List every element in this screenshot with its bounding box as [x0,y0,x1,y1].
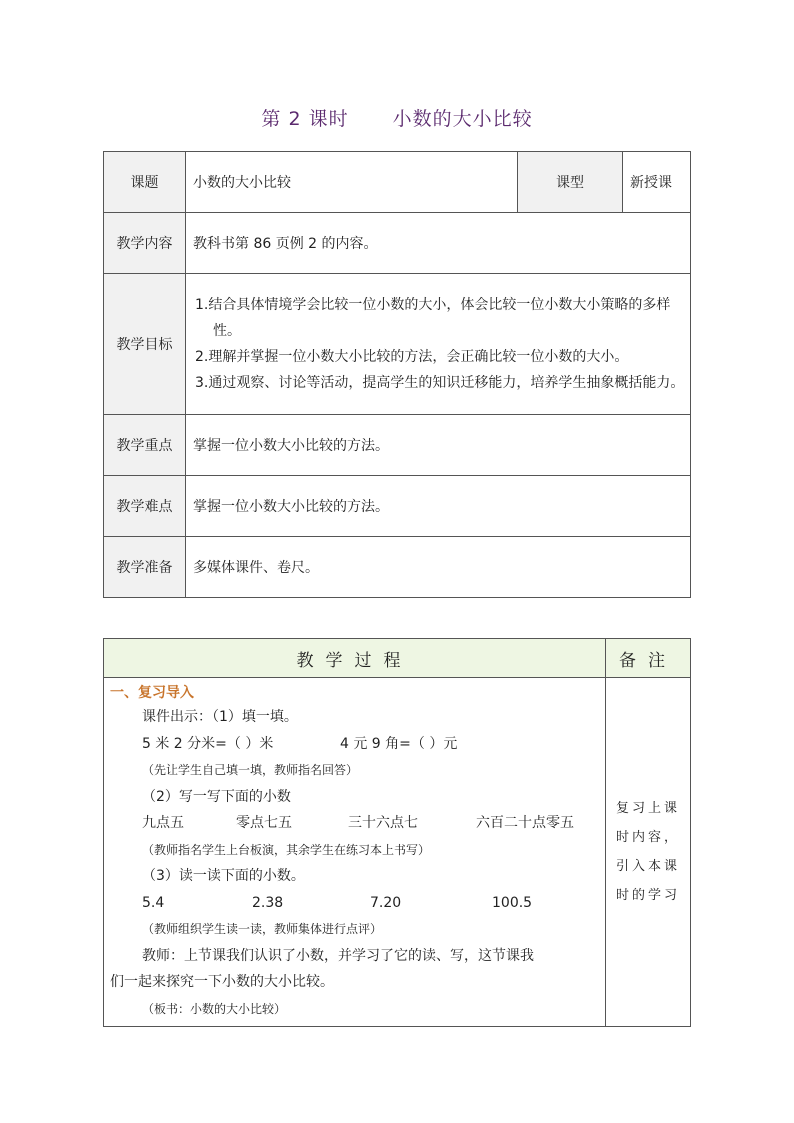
process-line: 教师：上节课我们认识了小数，并学习了它的读、写，这节课我 [142,947,534,964]
note-text: 复习上课时内容，引入本课时的学习 [616,801,681,903]
teacher-hint: （板书：小数的大小比较） [142,1001,287,1016]
section-heading: 一、复习导入 [110,685,194,701]
exercise-item: 7.20 [370,894,402,911]
topic-value: 小数的大小比较 [186,152,518,213]
exercise-item: 零点七五 [236,815,292,831]
key-label: 教学重点 [104,415,186,476]
key-value: 掌握一位小数大小比较的方法。 [186,415,691,476]
fill-exercise [110,731,599,758]
goal-item: 2.理解并掌握一位小数大小比较的方法，会正确比较一位小数的大小。 [195,349,629,365]
read-exercise [110,890,599,917]
process-body [104,678,606,1027]
exercise-item: 5.4 [142,894,165,911]
page-title [0,104,794,131]
exercise-item: 九点五 [142,815,184,831]
exercise-item: 三十六点七 [348,815,418,831]
note-header: 备注 [606,639,691,678]
content-value: 教科书第 86 页例 2 的内容。 [186,213,691,274]
content-label: 教学内容 [104,213,186,274]
type-label: 课型 [518,152,623,213]
prep-value: 多媒体课件、卷尺。 [186,537,691,598]
exercise-item: 5 米 2 分米=（ ）米 [142,735,274,752]
process-line: 课件出示：（1）填一填。 [142,709,298,725]
goals-label: 教学目标 [104,274,186,415]
process-line: （3）读一读下面的小数。 [142,868,305,884]
exercise-item: 2.38 [252,894,284,911]
teaching-process-table [103,638,691,1027]
process-line: 们一起来探究一下小数的大小比较。 [110,974,334,990]
lesson-topic: 小数的大小比较 [392,108,533,130]
exercise-item: 4 元 9 角=（ ）元 [340,735,458,752]
goals-cell [186,274,691,415]
exercise-item: 100.5 [492,894,533,911]
process-line: （2）写一写下面的小数 [142,788,291,805]
exercise-item: 六百二十点零五 [476,815,574,831]
lesson-info-table [103,151,691,598]
goal-item: 1.结合具体情境学会比较一位小数的大小，体会比较一位小数大小策略的多样性。 [195,297,671,339]
difficulty-label: 教学难点 [104,476,186,537]
topic-label: 课题 [104,152,186,213]
teacher-hint: （教师指名学生上台板演，其余学生在练习本上书写） [142,842,431,857]
write-exercise [110,810,599,837]
type-value: 新授课 [623,152,691,213]
teacher-hint: （教师组织学生读一读，教师集体进行点评） [142,922,383,936]
prep-label: 教学准备 [104,537,186,598]
process-header: 教学过程 [104,639,606,678]
difficulty-value: 掌握一位小数大小比较的方法。 [186,476,691,537]
note-cell [606,678,691,1027]
lesson-number: 第 2 课时 [261,108,349,130]
goal-item: 3.通过观察、讨论等活动，提高学生的知识迁移能力，培养学生抽象概括能力。 [195,375,685,391]
teacher-hint: （先让学生自己填一填，教师指名回答） [142,763,359,777]
